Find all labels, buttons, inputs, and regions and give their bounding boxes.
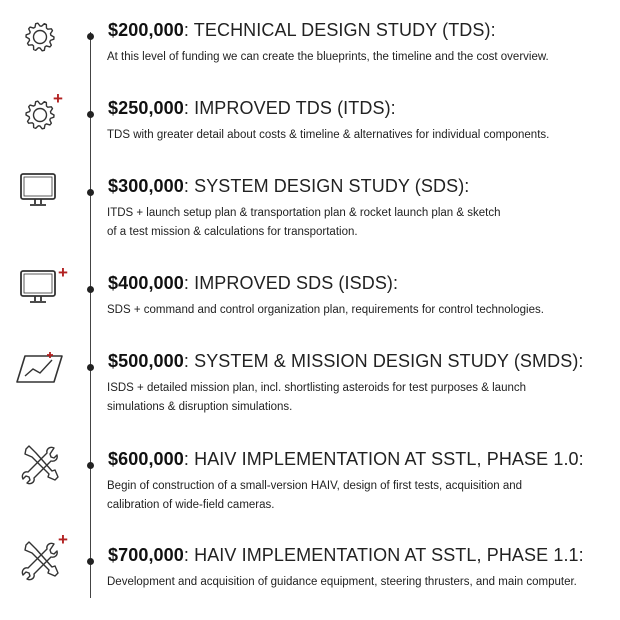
description-line: simulations & disruption simulations. [107,401,293,413]
plus-icon: + [53,89,63,108]
tier-amount: $300,000 [108,176,184,196]
tier-description [107,48,607,67]
tier-title [108,545,584,566]
tier-title [108,449,584,470]
plus-icon: + [58,530,68,549]
tier-amount: $250,000 [108,98,184,118]
description-line: At this level of funding we can create the blueprints, the timeline and the cost overview. [107,51,549,63]
tier-amount: $400,000 [108,273,184,293]
tier-name: : SYSTEM & MISSION DESIGN STUDY (SMDS): [183,351,584,371]
tier-title [108,351,584,372]
description-line: Begin of construction of a small-version HAIV, design of first tests, acquisition and [107,480,523,492]
gear-icon [16,15,64,59]
tier-name: : HAIV IMPLEMENTATION AT SSTL, PHASE 1.1: [183,545,584,565]
timeline-dot [87,189,94,196]
description-line: ISDS + detailed mission plan, incl. shortlisting asteroids for test purposes & launch [107,382,527,394]
tier-description [107,573,607,592]
tier-amount: $500,000 [108,351,184,371]
description-line: calibration of wide-field cameras. [107,499,275,511]
description-line: ITDS + launch setup plan & transportation plan & rocket launch plan & sketch [107,207,501,219]
tier-title [108,176,469,197]
tier-title [108,98,396,119]
tier-name: : SYSTEM DESIGN STUDY (SDS): [183,176,470,196]
tools-icon [16,444,64,488]
timeline-dot [87,286,94,293]
tier-description [107,379,607,417]
monitor-icon [16,171,64,215]
tier-description [107,301,607,320]
description-line: Development and acquisition of guidance equipment, steering thrusters, and main computer. [107,576,577,588]
tier-name: : IMPROVED SDS (ISDS): [183,273,399,293]
description-line: TDS with greater detail about costs & timeline & alternatives for individual components. [107,129,550,141]
plus-icon: + [58,263,68,282]
chart-board-icon [16,346,64,390]
tier-description [107,477,607,515]
tier-title [108,273,398,294]
tier-amount: $700,000 [108,545,184,565]
timeline-dot [87,462,94,469]
tier-description [107,204,607,242]
timeline-dot [87,364,94,371]
description-line: of a test mission & calculations for transportation. [107,226,358,238]
tier-name: : HAIV IMPLEMENTATION AT SSTL, PHASE 1.0: [183,449,584,469]
tier-name: : TECHNICAL DESIGN STUDY (TDS): [183,20,496,40]
tier-title [108,20,496,41]
tools-icon [16,540,64,584]
tier-amount: $600,000 [108,449,184,469]
tier-amount: $200,000 [108,20,184,40]
timeline-dot [87,111,94,118]
monitor-icon [16,268,64,312]
timeline-dot [87,558,94,565]
tier-description [107,126,607,145]
tier-name: : IMPROVED TDS (ITDS): [183,98,396,118]
description-line: SDS + command and control organization plan, requirements for control technologies. [107,304,544,316]
timeline-dot [87,33,94,40]
